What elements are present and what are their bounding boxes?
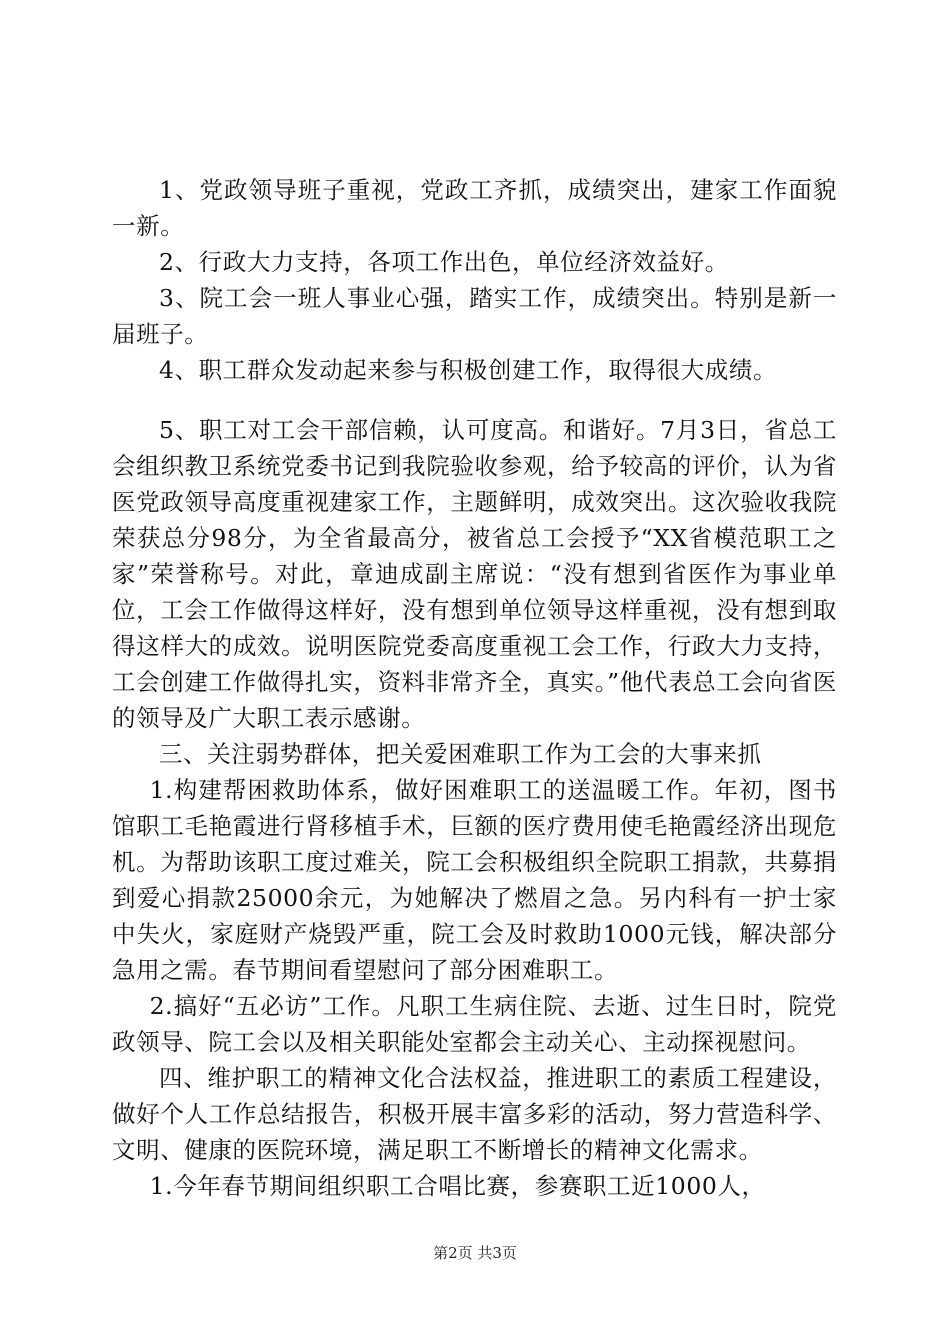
paragraph-point-4: 4、职工群众发动起来参与积极创建工作，取得很大成绩。 xyxy=(159,356,778,384)
section-heading-3: 三、关注弱势群体，把关爱困难职工作为工会的大事来抓 xyxy=(159,740,762,768)
section-heading-4: 四、维护职工的精神文化合法权益，推进职工的素质工程建设，做好个人工作总结报告，积极开展丰富多彩的活动，努力营造科学、文明、健康的医院环境，满足职工不断增长的精神文化需求。 xyxy=(112,1064,837,1164)
paragraph-gap xyxy=(112,388,837,412)
paragraph-section-3-item-1: 1.构建帮困救助体系，做好困难职工的送温暖工作。年初，图书馆职工毛艳霞进行肾移植手术，巨额的医疗费用使毛艳霞经济出现危机。为帮助该职工度过难关，院工会积极组织全院职工捐款，共募捐到爱心捐款25000余元，为她解决了燃眉之急。另内科有一护士家中失火，家庭财产烧毁严重，院工会及时救助1000元钱，解决部分急用之需。春节期间看望慰问了部分困难职工。 xyxy=(112,776,837,984)
paragraph-point-2: 2、行政大力支持，各项工作出色，单位经济效益好。 xyxy=(159,248,729,276)
paragraph-point-5: 5、职工对工会干部信赖，认可度高。和谐好。7月3日，省总工会组织教卫系统党委书记到我院验收参观，给予较高的评价，认为省医党政领导高度重视建家工作，主题鲜明，成效突出。这次验收我院荣获总分98分，为全省最高分，被省总工会授予“XX省模范职工之家”荣誉称号。对此，章迪成副主席说：“没有想到省医作为事业单位，工会工作做得这样好，没有想到单位领导这样重视，没有想到取得这样大的成效。说明医院党委高度重视工会工作，行政大力支持，工会创建工作做得扎实，资料非常齐全，真实。”他代表总工会向省医的领导及广大职工表示感谢。 xyxy=(112,416,837,732)
document-body xyxy=(112,172,837,1204)
paragraph-section-3-item-2: 2.搞好“五必访”工作。凡职工生病住院、去逝、过生日时，院党政领导、院工会以及相关职能处室都会主动关心、主动探视慰问。 xyxy=(112,992,837,1056)
page-footer xyxy=(0,1243,950,1263)
page-number-label: 第2页 共3页 xyxy=(433,1244,517,1262)
paragraph-section-4-item-1: 1.今年春节期间组织职工合唱比赛，参赛职工近1000人， xyxy=(149,1172,766,1200)
paragraph-point-1: 1、党政领导班子重视，党政工齐抓，成绩突出，建家工作面貌一新。 xyxy=(112,176,837,240)
paragraph-point-3: 3、院工会一班人事业心强，踏实工作，成绩突出。特别是新一届班子。 xyxy=(112,284,837,348)
